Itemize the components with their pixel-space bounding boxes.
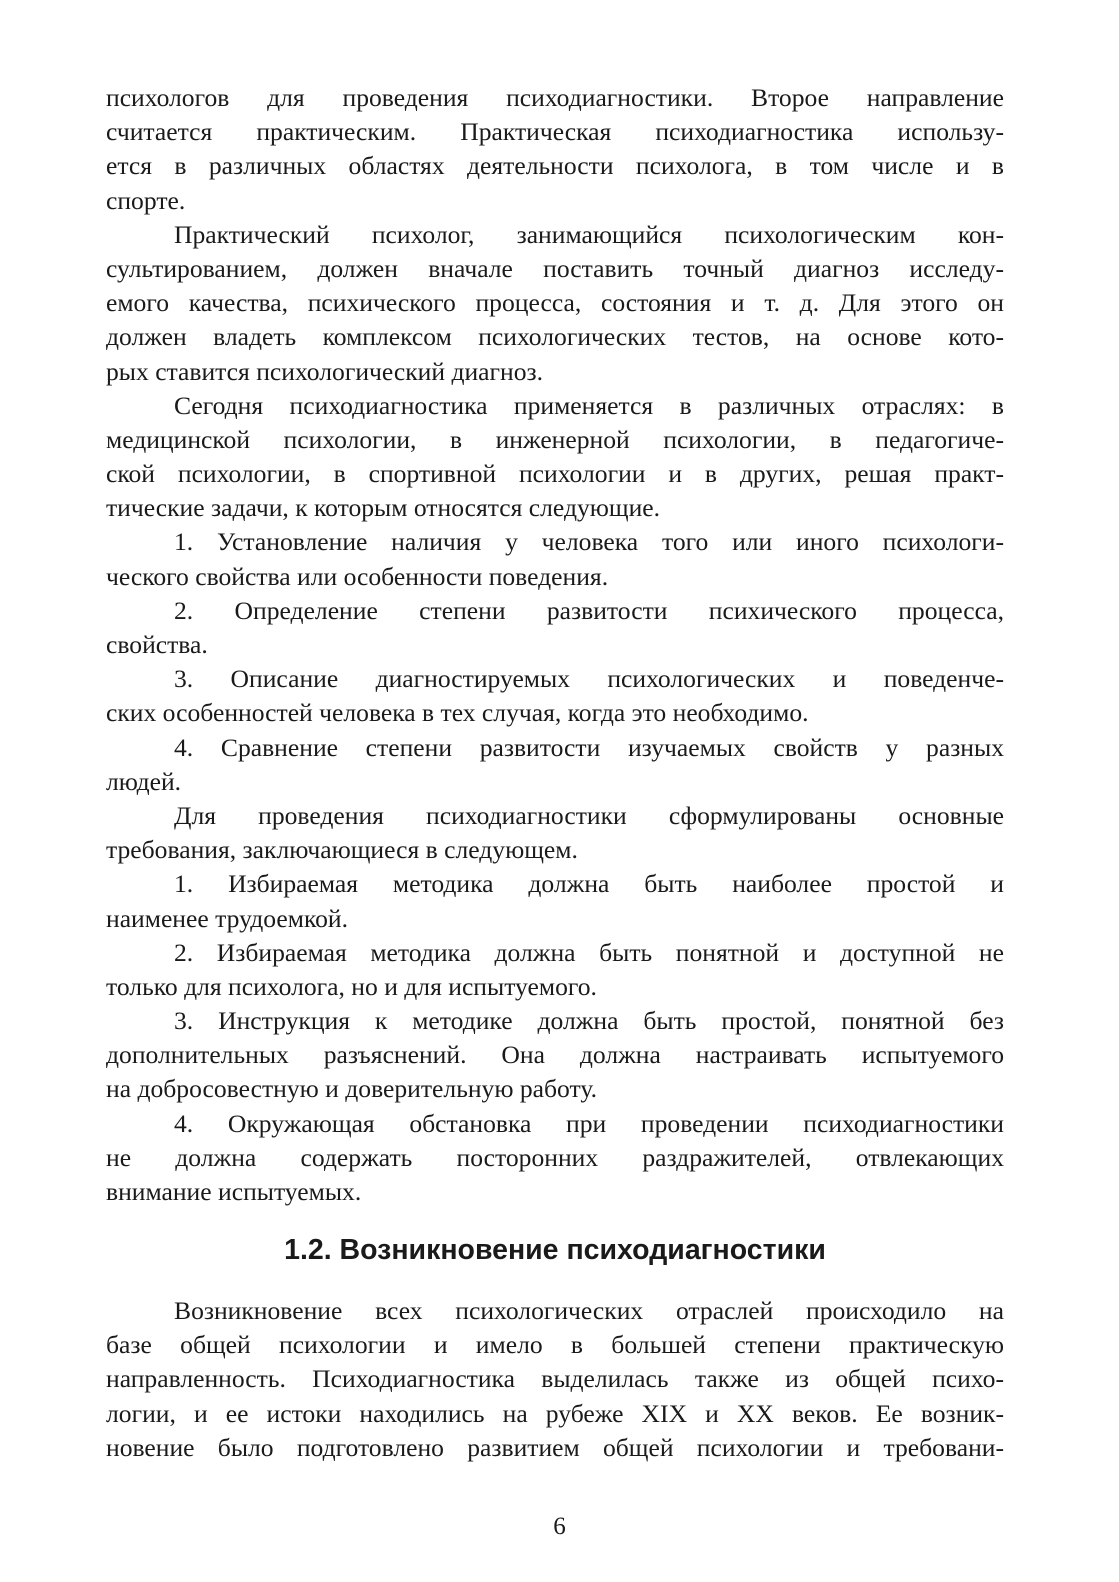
- list-item-line: 2. Определение степени развитости психического процесса,: [174, 595, 1004, 625]
- text-line: Возникновение всех психологических отраслей происходило на: [174, 1296, 1004, 1325]
- list-item-line: свойства.: [106, 630, 208, 659]
- text-line: сультированием, должен вначале поставить точный диагноз исследу-: [106, 253, 1004, 283]
- text-line: базе общей психологии и имело в большей степени практическую: [106, 1330, 1004, 1360]
- text-line: Сегодня психодиагностика применяется в различных отраслях: в: [174, 390, 1004, 420]
- list-item-line: внимание испытуемых.: [106, 1177, 362, 1206]
- list-item-line: 3. Инструкция к методике должна быть простой, понятной без: [174, 1006, 1004, 1036]
- list-item-line: на добросовестную и доверительную работу.: [106, 1074, 597, 1104]
- text-line: медицинской психологии, в инженерной психологии, в педагогиче-: [106, 424, 1004, 454]
- list-item-line: 1. Избираемая методика должна быть наиболее простой и: [174, 869, 1004, 899]
- text-line: требования, заключающиеся в следующем.: [106, 835, 578, 865]
- list-item-line: 2. Избираемая методика должна быть понятной и доступной не: [174, 937, 1004, 967]
- text-line: логии, и ее истоки находились на рубеже XIX и XX веков. Ее возник-: [106, 1398, 1004, 1428]
- section-heading: 1.2. Возникновение психодиагностики: [284, 1234, 826, 1266]
- page-number: 6: [553, 1513, 566, 1540]
- text-line: новение было подготовлено развитием общей психологии и требовани-: [106, 1432, 1004, 1462]
- list-item-line: 4. Окружающая обстановка при проведении психодиагностики: [174, 1108, 1004, 1138]
- text-line: тические задачи, к которым относятся следующие.: [106, 493, 661, 523]
- text-line: рых ставится психологический диагноз.: [106, 356, 544, 386]
- text-line: спорте.: [106, 185, 186, 215]
- list-item-line: не должна содержать посторонних раздражителей, отвлекающих: [106, 1142, 1004, 1172]
- text-line: направленность. Психодиагностика выделилась также из общей психо-: [106, 1364, 1004, 1394]
- list-item-line: ских особенностей человека в тех случая, когда это необходимо.: [106, 698, 809, 728]
- text-line: ской психологии, в спортивной психологии и в других, решая практ-: [106, 459, 1004, 489]
- list-item-line: ческого свойства или особенности поведения.: [106, 561, 609, 591]
- list-item-line: дополнительных разъяснений. Она должна настраивать испытуемого: [106, 1040, 1004, 1070]
- text-line: Для проведения психодиагностики сформулированы основные: [174, 800, 1004, 830]
- list-item-line: наименее трудоемкой.: [106, 903, 348, 933]
- list-item-line: 3. Описание диагностируемых психологических и поведенче-: [174, 664, 1004, 694]
- list-item-line: людей.: [106, 766, 182, 796]
- body-text-upper: [106, 81, 1004, 1209]
- text-line: емого качества, психического процесса, состояния и т. д. Для этого он: [106, 288, 1004, 318]
- list-item-line: только для психолога, но и для испытуемого.: [106, 971, 597, 1001]
- text-line: ется в различных областях деятельности психолога, в том числе и в: [106, 151, 1004, 181]
- body-text-lower: [106, 1294, 1004, 1465]
- text-line: считается практическим. Практическая психодиагностика использу-: [106, 117, 1004, 147]
- text-line: должен владеть комплексом психологических тестов, на основе кото-: [106, 322, 1004, 352]
- text-line: Практический психолог, занимающийся психологическим кон-: [174, 219, 1004, 249]
- text-line: психологов для проведения психодиагностики. Второе направление: [106, 83, 1004, 112]
- list-item-line: 4. Сравнение степени развитости изучаемых свойств у разных: [174, 732, 1004, 762]
- list-item-line: 1. Установление наличия у человека того или иного психологи-: [174, 527, 1004, 557]
